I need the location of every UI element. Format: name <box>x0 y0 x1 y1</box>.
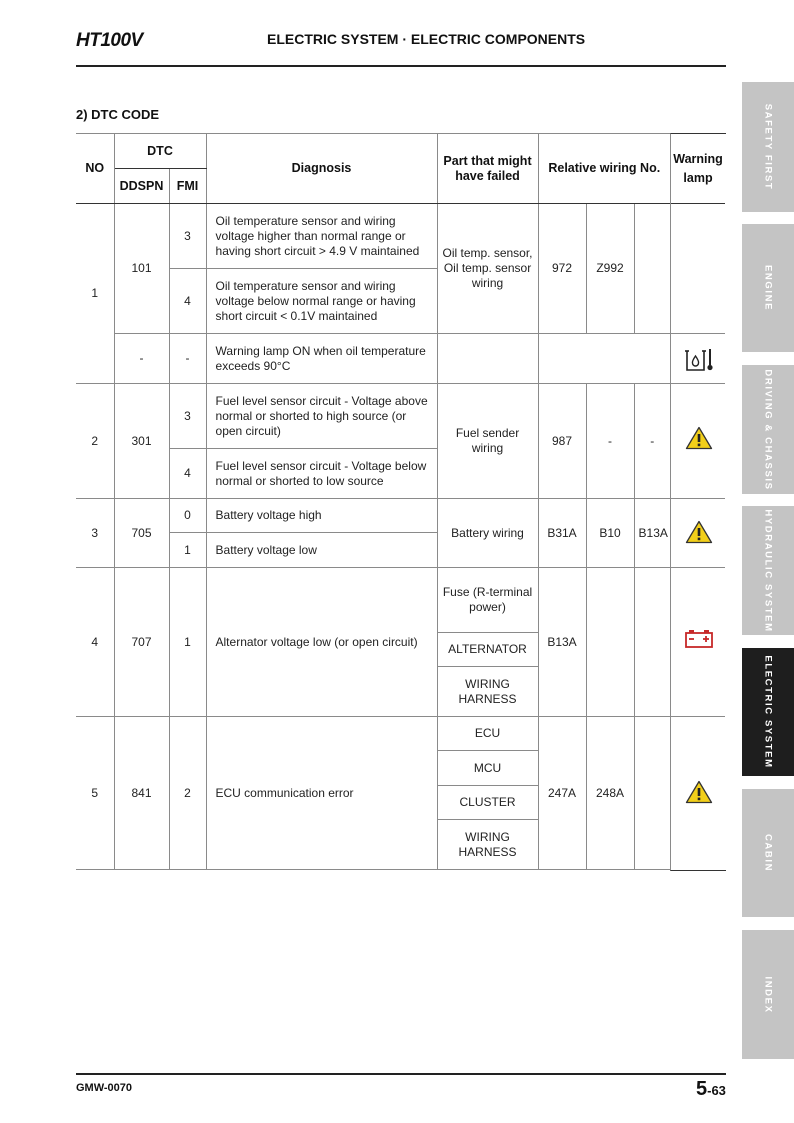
row-wiring-2: - <box>586 384 634 499</box>
header-fmi: FMI <box>169 169 206 204</box>
table-row <box>76 568 670 633</box>
row-wiring-1: 987 <box>538 384 586 499</box>
row-wiring-2: Z992 <box>586 204 634 334</box>
row-ddspn: 705 <box>114 499 169 568</box>
tab-engine[interactable] <box>742 224 794 352</box>
row-diagnosis: Battery voltage high <box>206 499 437 533</box>
row-part: Fuse (R-terminal power) <box>437 568 538 633</box>
oil-temperature-warning-icon <box>684 346 714 377</box>
row-wiring-2 <box>586 568 634 717</box>
header-title: ELECTRIC SYSTEM · ELECTRIC COMPONENTS <box>267 31 586 47</box>
row-part: WIRING HARNESS <box>437 667 538 717</box>
tab-label: HYDRAULIC SYSTEM <box>762 508 774 633</box>
warning-triangle-icon <box>685 520 713 549</box>
row-part: ALTERNATOR <box>437 633 538 667</box>
row-fmi: - <box>169 334 206 384</box>
row-part: ECU <box>437 717 538 751</box>
row-diagnosis: Fuel level sensor circuit - Voltage below normal or shorted to low source <box>206 449 437 499</box>
header-warning: Warning lamp <box>671 134 725 204</box>
table-row <box>76 717 670 751</box>
header-diagnosis: Diagnosis <box>206 134 437 204</box>
page-number <box>696 1078 726 1101</box>
row-ddspn: 101 <box>114 204 169 334</box>
table-row <box>76 499 670 533</box>
row-diagnosis: Oil temperature sensor and wiring voltage below normal range or having short circuit < 0.1V maintained <box>206 269 437 334</box>
row-diagnosis: Battery voltage low <box>206 533 437 568</box>
row-diagnosis: Alternator voltage low (or open circuit) <box>206 568 437 717</box>
row-part: Battery wiring <box>437 499 538 568</box>
table-row <box>76 384 670 449</box>
row-wiring-1: 972 <box>538 204 586 334</box>
row-wiring-3 <box>634 568 670 717</box>
row-part: MCU <box>437 751 538 786</box>
tab-cabin[interactable] <box>742 789 794 917</box>
row-no: 3 <box>76 499 114 568</box>
row-ddspn: 707 <box>114 568 169 717</box>
row-wiring-1: 247A <box>538 717 586 870</box>
chapter-number: 5 <box>696 1078 708 1100</box>
row-diagnosis: ECU communication error <box>206 717 437 870</box>
row-no: 5 <box>76 717 114 870</box>
row-wiring-3 <box>634 204 670 334</box>
row-wiring-1: B31A <box>538 499 586 568</box>
row-no: 1 <box>76 204 114 384</box>
row-no: 2 <box>76 384 114 499</box>
header-no: NO <box>76 134 114 204</box>
battery-charge-warning-icon <box>684 628 714 653</box>
row-part: Fuel sender wiring <box>437 384 538 499</box>
tab-hydraulic-system[interactable] <box>742 506 794 635</box>
tab-index[interactable] <box>742 930 794 1059</box>
row-part: CLUSTER <box>437 786 538 820</box>
tab-safety-first[interactable] <box>742 82 794 212</box>
tab-electric-system[interactable] <box>742 648 794 776</box>
dtc-table <box>76 133 670 870</box>
row-wiring-2: 248A <box>586 717 634 870</box>
warning-lamp-column <box>670 133 726 871</box>
row-diagnosis: Oil temperature sensor and wiring voltage higher than normal range or having short circuit > 4.9 V maintained <box>206 204 437 269</box>
tab-driving-chassis[interactable] <box>742 365 794 494</box>
row-fmi: 4 <box>169 269 206 334</box>
header-dtc: DTC <box>114 134 206 169</box>
row-wiring <box>538 334 670 384</box>
header-part: Part that might have failed <box>437 134 538 204</box>
footer-code: GMW-0070 <box>76 1082 133 1094</box>
row-no: 4 <box>76 568 114 717</box>
table-row <box>76 204 670 269</box>
row-wiring-2: B10 <box>586 499 634 568</box>
row-wiring-3 <box>634 717 670 870</box>
row-wiring-3: - <box>634 384 670 499</box>
row-fmi: 3 <box>169 204 206 269</box>
header-ddspn: DDSPN <box>114 169 169 204</box>
row-ddspn: - <box>114 334 169 384</box>
section-title: 2) DTC CODE <box>76 107 160 122</box>
row-part: Oil temp. sensor, Oil temp. sensor wiring <box>437 204 538 334</box>
header-model: HT100V <box>76 30 143 51</box>
row-fmi: 1 <box>169 533 206 568</box>
row-fmi: 3 <box>169 384 206 449</box>
row-part: WIRING HARNESS <box>437 820 538 870</box>
tab-label: ELECTRIC SYSTEM <box>762 655 774 769</box>
row-wiring-1: B13A <box>538 568 586 717</box>
row-wiring-3: B13A <box>634 499 670 568</box>
row-ddspn: 841 <box>114 717 169 870</box>
header-wiring: Relative wiring No. <box>538 134 670 204</box>
row-diagnosis: Fuel level sensor circuit - Voltage above normal or shorted to high source (or open circuit) <box>206 384 437 449</box>
row-fmi: 4 <box>169 449 206 499</box>
tab-label: SAFETY FIRST <box>762 103 774 191</box>
row-fmi: 2 <box>169 717 206 870</box>
row-part <box>437 334 538 384</box>
tab-label: DRIVING & CHASSIS <box>762 368 774 491</box>
row-fmi: 0 <box>169 499 206 533</box>
tab-label: INDEX <box>762 975 774 1014</box>
row-diagnosis: Warning lamp ON when oil temperature exceeds 90°C <box>206 334 437 384</box>
row-fmi: 1 <box>169 568 206 717</box>
tab-label: CABIN <box>762 833 774 873</box>
warning-triangle-icon <box>685 780 713 809</box>
header-divider <box>76 65 726 67</box>
warning-triangle-icon <box>685 426 713 455</box>
row-ddspn: 301 <box>114 384 169 499</box>
table-row <box>76 334 670 384</box>
page-suffix: -63 <box>707 1083 726 1098</box>
footer-divider <box>76 1073 726 1075</box>
tab-label: ENGINE <box>762 264 774 312</box>
